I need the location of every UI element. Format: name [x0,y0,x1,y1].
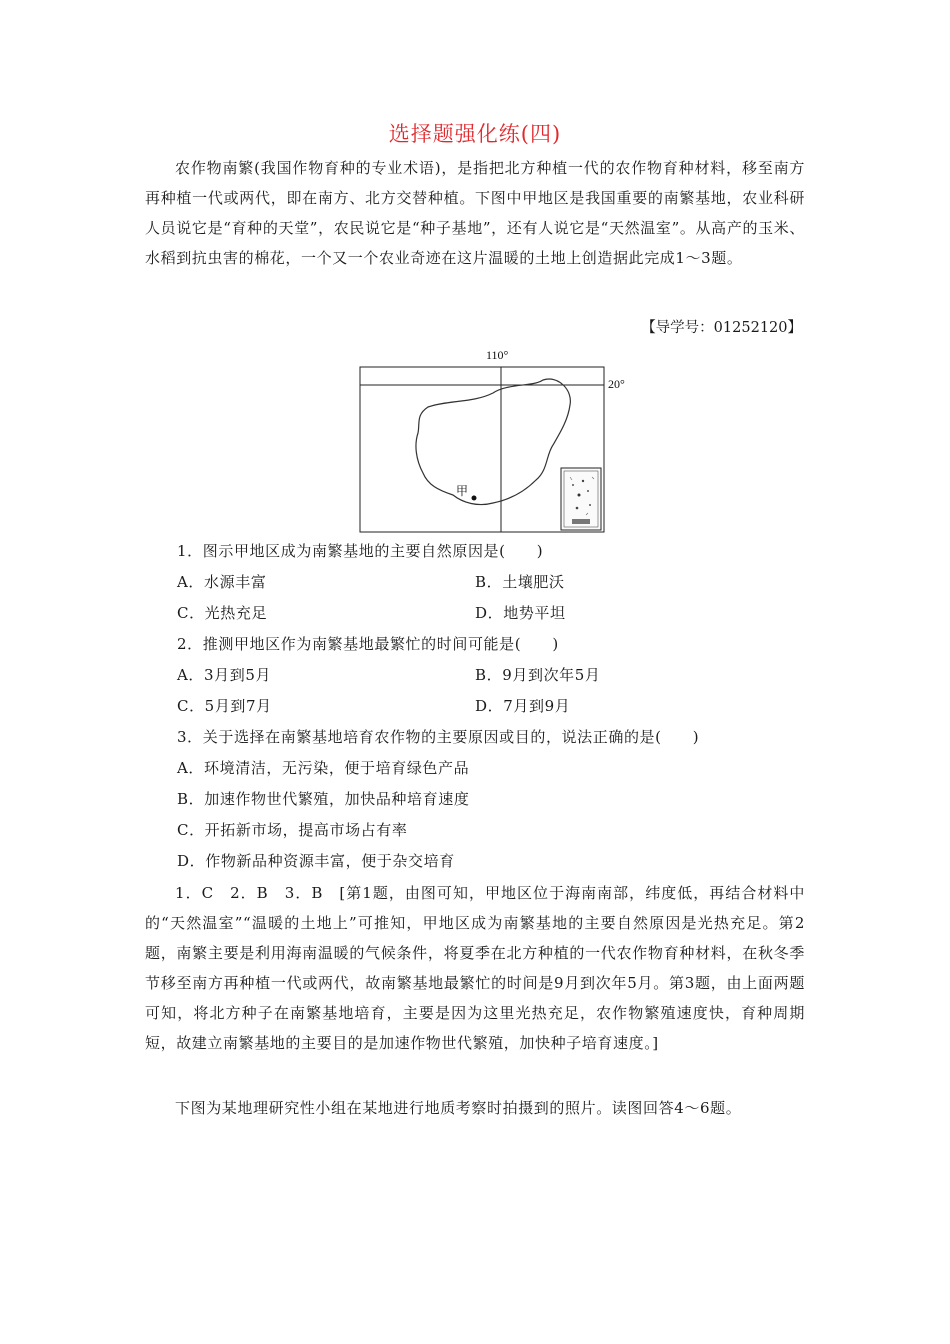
next-section-intro: 下图为某地理研究性小组在某地进行地质考察时拍摄到的照片。读图回答4～6题。 [175,1099,742,1117]
island-outline [416,379,570,505]
page-title: 选择题强化练(四) [388,122,562,146]
guide-number: 【导学号：01252120】 [641,320,802,336]
place-marker [472,496,477,501]
answer-explanation: 1．C 2．B 3．B [第1题，由图可知，甲地区位于海南南部，纬度低，再结合材料中的“天然温室”“温暖的土地上”可推知，甲地区成为南繁基地的主要自然原因是光热充足。第2题，南繁主要是利用海南温暖的气候条件，将夏季在北方种植的一代农作物育种材料，在秋冬季节移至南方再种植一代或两代，故南繁基地最繁忙的时间是9月到次年5月。第3题，由上面两题可知，将北方种子在南繁基地培育，主要是因为这里光热充足，农作物繁殖速度快，育种周期短，故建立南繁基地的主要目的是加速作物世代繁殖，加快种子培育速度。] [145,884,805,1052]
question-2-option-d: D．7月到9月 [475,697,571,715]
question-1-option-d: D．地势平坦 [475,604,566,622]
question-3-option-b: B．加速作物世代繁殖，加快品种培育速度 [177,790,470,808]
question-3-stem: 3．关于选择在南繁基地培育农作物的主要原因或目的，说法正确的是( ) [177,728,700,746]
question-2-option-b: B．9月到次年5月 [475,666,601,684]
question-2-stem: 2．推测甲地区作为南繁基地最繁忙的时间可能是( ) [177,635,559,653]
hainan-map [358,345,648,535]
question-2-option-a: A．3月到5月 [177,666,272,684]
question-3-option-c: C．开拓新市场，提高市场占有率 [177,821,408,839]
place-label: 甲 [456,484,469,498]
question-1-stem: 1．图示甲地区成为南繁基地的主要自然原因是( ) [177,542,544,560]
question-3-option-a: A．环境清洁，无污染，便于培育绿色产品 [177,759,470,777]
question-3-option-d: D．作物新品种资源丰富，便于杂交培育 [177,852,455,870]
question-2-option-c: C．5月到7月 [177,697,272,715]
latitude-label: 20° [608,377,625,391]
question-1-option-c: C．光热充足 [177,604,268,622]
longitude-label: 110° [486,348,509,362]
question-1-option-b: B．土壤肥沃 [475,573,565,591]
question-1-option-a: A．水源丰富 [177,573,267,591]
inset-map [561,468,601,530]
intro-paragraph: 农作物南繁(我国作物育种的专业术语)，是指把北方种植一代的农作物育种材料，移至南方再种植一代或两代，即在南方、北方交替种植。下图中甲地区是我国重要的南繁基地，农业科研人员说它是“育种的天堂”，农民说它是“种子基地”，还有人说它是“天然温室”。从高产的玉米、水稻到抗虫害的棉花，一个又一个农业奇迹在这片温暖的土地上创造据此完成1～3题。 [145,159,805,267]
